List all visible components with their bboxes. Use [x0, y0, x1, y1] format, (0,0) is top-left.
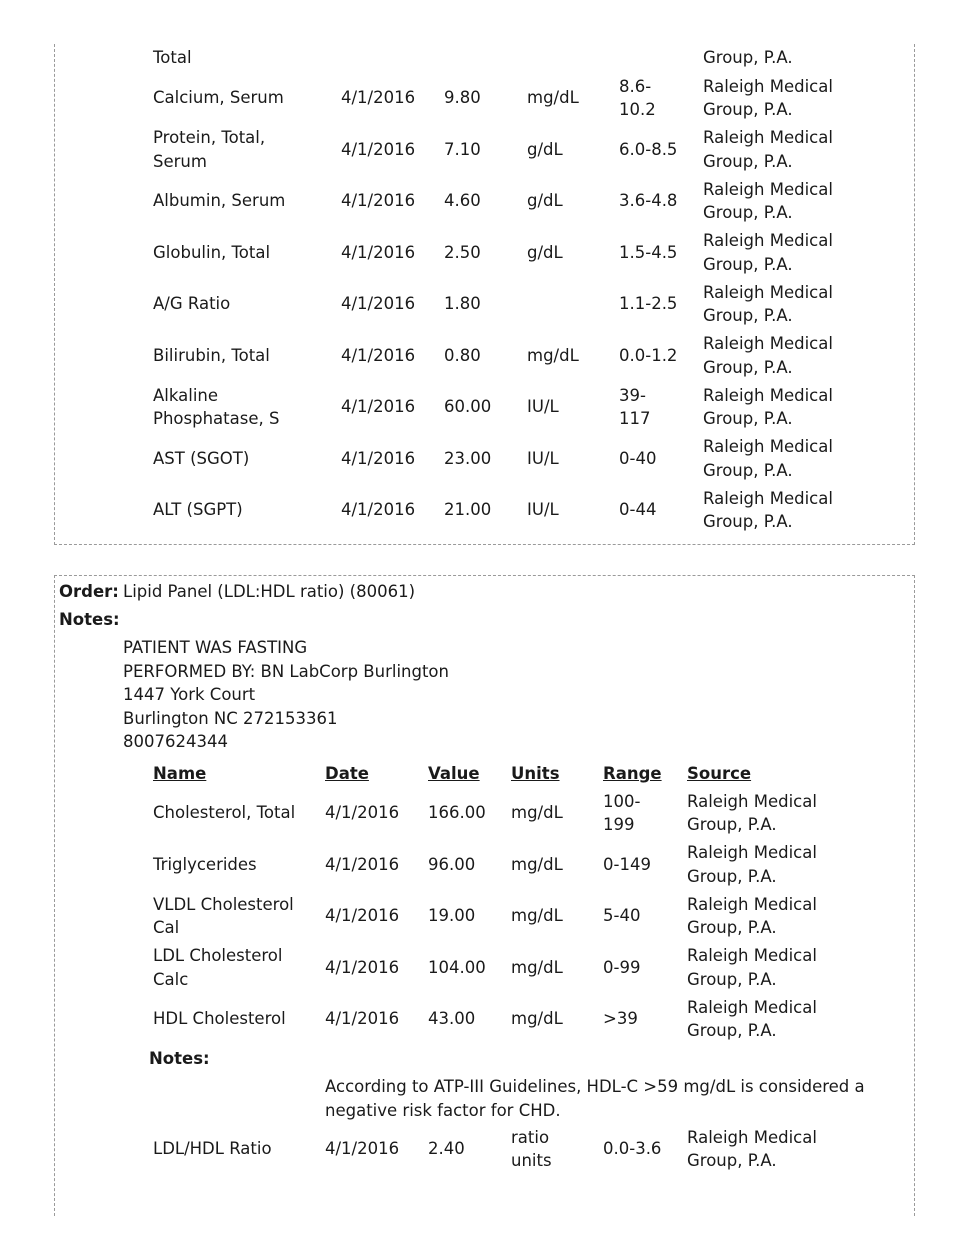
cell-date	[341, 74, 415, 122]
cell-date	[341, 486, 415, 534]
cell-source-text: Raleigh Medical	[687, 946, 817, 965]
cell-value-text: 19.00	[428, 906, 476, 926]
cell-source-text: Raleigh Medical	[703, 282, 833, 302]
row-source-total: Group, P.A.	[703, 48, 793, 67]
cell-name	[153, 486, 243, 534]
header-name: Name	[153, 764, 207, 783]
cell-value	[428, 892, 475, 940]
cell-date	[325, 944, 399, 992]
cell-value	[444, 177, 481, 225]
cell-units-text: ratio	[511, 1127, 550, 1147]
cell-range-text: 0.0-3.6	[603, 1139, 662, 1159]
cell-range	[603, 1125, 661, 1173]
cell-source	[703, 74, 833, 122]
cell-units-text: g/dL	[527, 139, 563, 159]
cell-range	[619, 177, 677, 225]
cell-units	[511, 892, 563, 940]
cell-units-text: mg/dL	[527, 88, 579, 108]
cell-units	[527, 435, 559, 483]
cell-units	[511, 841, 563, 889]
cell-units-text: mg/dL	[527, 345, 579, 365]
cell-name-text: Albumin, Serum	[153, 191, 286, 211]
cell-source-text: Raleigh Medical	[703, 385, 833, 405]
cell-date-text: 4/1/2016	[325, 803, 400, 823]
cell-source-text: Group, P.A.	[703, 254, 793, 274]
cell-units-text: mg/dL	[511, 854, 563, 874]
cell-range-text: 0-44	[619, 500, 657, 520]
cell-name	[153, 74, 284, 122]
cell-value-text: 0.80	[444, 345, 481, 365]
cell-source-text: Raleigh Medical	[703, 128, 833, 147]
cell-value	[444, 229, 481, 277]
cell-source-text: Group, P.A.	[703, 357, 793, 377]
cell-source	[687, 789, 817, 837]
cell-date-text: 4/1/2016	[341, 448, 416, 468]
cell-name-text: ALT (SGPT)	[153, 500, 243, 520]
cell-source	[703, 486, 833, 534]
cell-name-text: Serum	[153, 151, 207, 171]
cell-units-text: IU/L	[527, 397, 559, 417]
cell-date	[341, 229, 415, 277]
header-range: Range	[603, 764, 662, 783]
cell-name-text: LDL/HDL Ratio	[153, 1139, 272, 1159]
cell-range-text: 1.5-4.5	[619, 242, 678, 262]
cell-source	[703, 177, 833, 225]
cell-value-text: 2.50	[444, 242, 481, 262]
header-units: Units	[511, 764, 560, 783]
cell-date-text: 4/1/2016	[325, 957, 400, 977]
cell-range-text: 1.1-2.5	[619, 294, 678, 314]
cell-value	[428, 841, 475, 889]
cell-source	[703, 332, 833, 380]
cell-source-text: Group, P.A.	[703, 306, 793, 325]
cell-name-text: Cal	[153, 918, 180, 937]
cell-date	[341, 280, 415, 328]
cell-units-text: mg/dL	[511, 957, 563, 977]
cell-range-text: 8.6-	[619, 76, 652, 96]
order-label: Order:	[59, 582, 119, 601]
cell-value	[444, 126, 481, 174]
cell-source-text: Group, P.A.	[687, 866, 777, 886]
cell-range	[603, 995, 638, 1043]
cell-source-text: Raleigh Medical	[703, 334, 833, 353]
cell-value	[444, 74, 481, 122]
cell-units	[511, 944, 563, 992]
cell-date-text: 4/1/2016	[341, 88, 416, 108]
cell-date	[325, 892, 399, 940]
cell-range	[603, 789, 640, 837]
cell-source-text: Raleigh Medical	[703, 179, 833, 199]
cell-value	[428, 1125, 465, 1173]
cell-range-text: 0.0-1.2	[619, 345, 678, 365]
cell-source-text: Raleigh Medical	[703, 488, 833, 508]
cell-range	[603, 841, 651, 889]
cell-range-text: 0-99	[603, 957, 641, 977]
cell-date-text: 4/1/2016	[341, 191, 416, 211]
notes-line: Burlington NC 272153361	[123, 708, 338, 728]
cell-name-text: VLDL Cholesterol	[153, 894, 294, 914]
cell-name	[153, 229, 270, 277]
cell-range-text: 39-	[619, 385, 646, 405]
cell-name-text: Calc	[153, 969, 189, 989]
cell-date-text: 4/1/2016	[341, 139, 416, 159]
cell-range-text: 6.0-8.5	[619, 139, 678, 159]
row-notes-line: According to ATP-III Guidelines, HDL-C >59 mg/dL is considered a	[325, 1077, 865, 1096]
cell-units-text: IU/L	[527, 448, 559, 468]
cell-date	[341, 383, 415, 431]
cell-name	[153, 789, 295, 837]
cell-source	[687, 892, 817, 940]
cell-name	[153, 280, 230, 328]
cell-range-text: 0-40	[619, 448, 657, 468]
cell-date	[341, 332, 415, 380]
cell-value-text: 96.00	[428, 854, 476, 874]
cell-date-text: 4/1/2016	[341, 500, 416, 520]
cell-value	[428, 789, 486, 837]
cell-name-text: Bilirubin, Total	[153, 345, 270, 365]
cell-value-text: 60.00	[444, 397, 492, 417]
cell-value-text: 21.00	[444, 500, 492, 520]
cell-range-text: 100-	[603, 791, 641, 811]
cell-name	[153, 332, 270, 380]
cell-source-text: Raleigh Medical	[703, 76, 833, 96]
cell-range	[603, 892, 640, 940]
cell-source	[703, 126, 833, 174]
cell-range-text: >39	[603, 1009, 638, 1029]
cell-source-text: Raleigh Medical	[703, 437, 833, 456]
cell-source-text: Raleigh Medical	[687, 997, 817, 1017]
cell-value	[444, 332, 481, 380]
cell-units	[511, 789, 563, 837]
cell-source	[687, 995, 817, 1043]
cell-date	[325, 995, 399, 1043]
cell-date-text: 4/1/2016	[325, 1139, 400, 1159]
cell-date-text: 4/1/2016	[325, 906, 400, 926]
cell-source-text: Group, P.A.	[703, 100, 793, 119]
cell-range	[619, 229, 677, 277]
cell-name	[153, 944, 282, 992]
cell-range	[619, 486, 656, 534]
cell-value-text: 23.00	[444, 448, 492, 468]
cell-source	[703, 280, 833, 328]
cell-source	[703, 435, 833, 483]
cell-source	[703, 383, 833, 431]
cell-units-text: mg/dL	[511, 1009, 563, 1029]
cell-range	[619, 280, 677, 328]
cell-source-text: Group, P.A.	[687, 815, 777, 834]
cell-source-text: Group, P.A.	[703, 203, 793, 222]
cell-name	[153, 841, 257, 889]
cell-units-text: units	[511, 1151, 552, 1170]
header-date: Date	[325, 764, 369, 783]
cell-range	[619, 74, 656, 122]
cell-name-text: Protein, Total,	[153, 128, 266, 147]
cell-source	[687, 1125, 817, 1173]
cell-name	[153, 892, 294, 940]
cell-name-text: Calcium, Serum	[153, 88, 284, 108]
cell-value	[428, 944, 486, 992]
cell-value-text: 7.10	[444, 139, 481, 159]
cell-name-text: A/G Ratio	[153, 294, 231, 314]
notes-line: PERFORMED BY: BN LabCorp Burlington	[123, 661, 449, 681]
cell-range-text: 5-40	[603, 906, 641, 926]
cell-name	[153, 177, 285, 225]
header-source: Source	[687, 764, 752, 783]
cell-range-text: 3.6-4.8	[619, 191, 678, 211]
cell-name-text: Phosphatase, S	[153, 409, 280, 428]
cell-range	[603, 944, 640, 992]
cell-name	[153, 383, 279, 431]
cell-units	[511, 995, 563, 1043]
cell-value-text: 4.60	[444, 191, 481, 211]
cell-value-text: 2.40	[428, 1139, 465, 1159]
cell-range	[619, 383, 651, 431]
cell-value-text: 43.00	[428, 1009, 476, 1029]
cell-date-text: 4/1/2016	[341, 294, 416, 314]
cell-source	[703, 229, 833, 277]
cell-name-text: AST (SGOT)	[153, 448, 250, 468]
cell-date-text: 4/1/2016	[341, 345, 416, 365]
cell-source	[687, 841, 817, 889]
cell-range-text: 0-149	[603, 854, 651, 874]
cell-source	[687, 944, 817, 992]
order-value: Lipid Panel (LDL:HDL ratio) (80061)	[123, 582, 416, 601]
notes-block	[123, 636, 449, 754]
cell-units	[527, 177, 563, 225]
cell-range-text: 117	[619, 409, 651, 428]
cell-value	[444, 486, 491, 534]
cell-date	[325, 841, 399, 889]
cell-units	[527, 126, 563, 174]
cell-value-text: 166.00	[428, 803, 486, 823]
cell-name	[153, 126, 265, 174]
notes-line: 8007624344	[123, 732, 228, 751]
cell-name-text: Triglycerides	[153, 854, 257, 874]
cell-source-text: Raleigh Medical	[687, 894, 817, 914]
cell-value	[444, 383, 491, 431]
cell-source-text: Group, P.A.	[703, 151, 793, 171]
cell-source-text: Group, P.A.	[703, 512, 793, 531]
cell-source-text: Group, P.A.	[687, 1021, 777, 1040]
cell-value	[428, 995, 475, 1043]
row-notes-line: negative risk factor for CHD.	[325, 1100, 561, 1120]
cell-range	[619, 332, 677, 380]
notes-line: 1447 York Court	[123, 685, 256, 704]
cell-name-text: Globulin, Total	[153, 242, 271, 262]
cell-date	[341, 126, 415, 174]
cell-source-text: Group, P.A.	[687, 969, 777, 989]
cell-units-text: g/dL	[527, 191, 563, 211]
cell-source-text: Group, P.A.	[703, 409, 793, 428]
cell-source-text: Raleigh Medical	[703, 231, 833, 250]
notes-line: PATIENT WAS FASTING	[123, 638, 308, 657]
cell-name-text: LDL Cholesterol	[153, 946, 283, 965]
cell-date-text: 4/1/2016	[341, 242, 416, 262]
cell-source-text: Group, P.A.	[703, 460, 793, 480]
cell-name	[153, 995, 286, 1043]
cell-value-text: 1.80	[444, 294, 481, 314]
cell-range-text: 199	[603, 815, 635, 834]
cell-range-text: 10.2	[619, 100, 656, 119]
cell-range	[619, 126, 677, 174]
cell-name-text: Cholesterol, Total	[153, 803, 296, 823]
cell-source-text: Raleigh Medical	[687, 791, 817, 811]
cell-name	[153, 435, 249, 483]
cell-units-text: IU/L	[527, 500, 559, 520]
cell-source-text: Raleigh Medical	[687, 843, 817, 862]
cell-units-text: g/dL	[527, 242, 563, 262]
cell-units-text: mg/dL	[511, 803, 563, 823]
cell-units	[527, 74, 579, 122]
cell-date	[341, 435, 415, 483]
cell-range	[619, 435, 656, 483]
cell-date	[341, 177, 415, 225]
cell-name-text: Alkaline	[153, 385, 219, 405]
cell-value	[444, 280, 481, 328]
cell-name	[153, 1125, 272, 1173]
cell-date-text: 4/1/2016	[325, 854, 400, 874]
row-name-total: Total	[153, 48, 192, 67]
cell-date-text: 4/1/2016	[341, 397, 416, 417]
row-notes-label: Notes:	[149, 1049, 210, 1068]
header-value: Value	[428, 764, 480, 783]
cell-source-text: Group, P.A.	[687, 918, 777, 937]
cell-units	[511, 1125, 552, 1173]
cell-value-text: 104.00	[428, 957, 486, 977]
cell-units	[527, 332, 579, 380]
cell-units	[527, 383, 559, 431]
cell-value	[444, 435, 491, 483]
cell-value-text: 9.80	[444, 88, 481, 108]
cell-source-text: Raleigh Medical	[687, 1127, 817, 1147]
cell-date	[325, 1125, 399, 1173]
cell-name-text: HDL Cholesterol	[153, 1009, 286, 1029]
cell-date-text: 4/1/2016	[325, 1009, 400, 1029]
notes-label: Notes:	[59, 610, 120, 629]
cell-units-text: mg/dL	[511, 906, 563, 926]
cell-source-text: Group, P.A.	[687, 1151, 777, 1170]
cell-units	[527, 229, 563, 277]
cell-units	[527, 486, 559, 534]
cell-date	[325, 789, 399, 837]
row-notes-text	[325, 1075, 865, 1122]
